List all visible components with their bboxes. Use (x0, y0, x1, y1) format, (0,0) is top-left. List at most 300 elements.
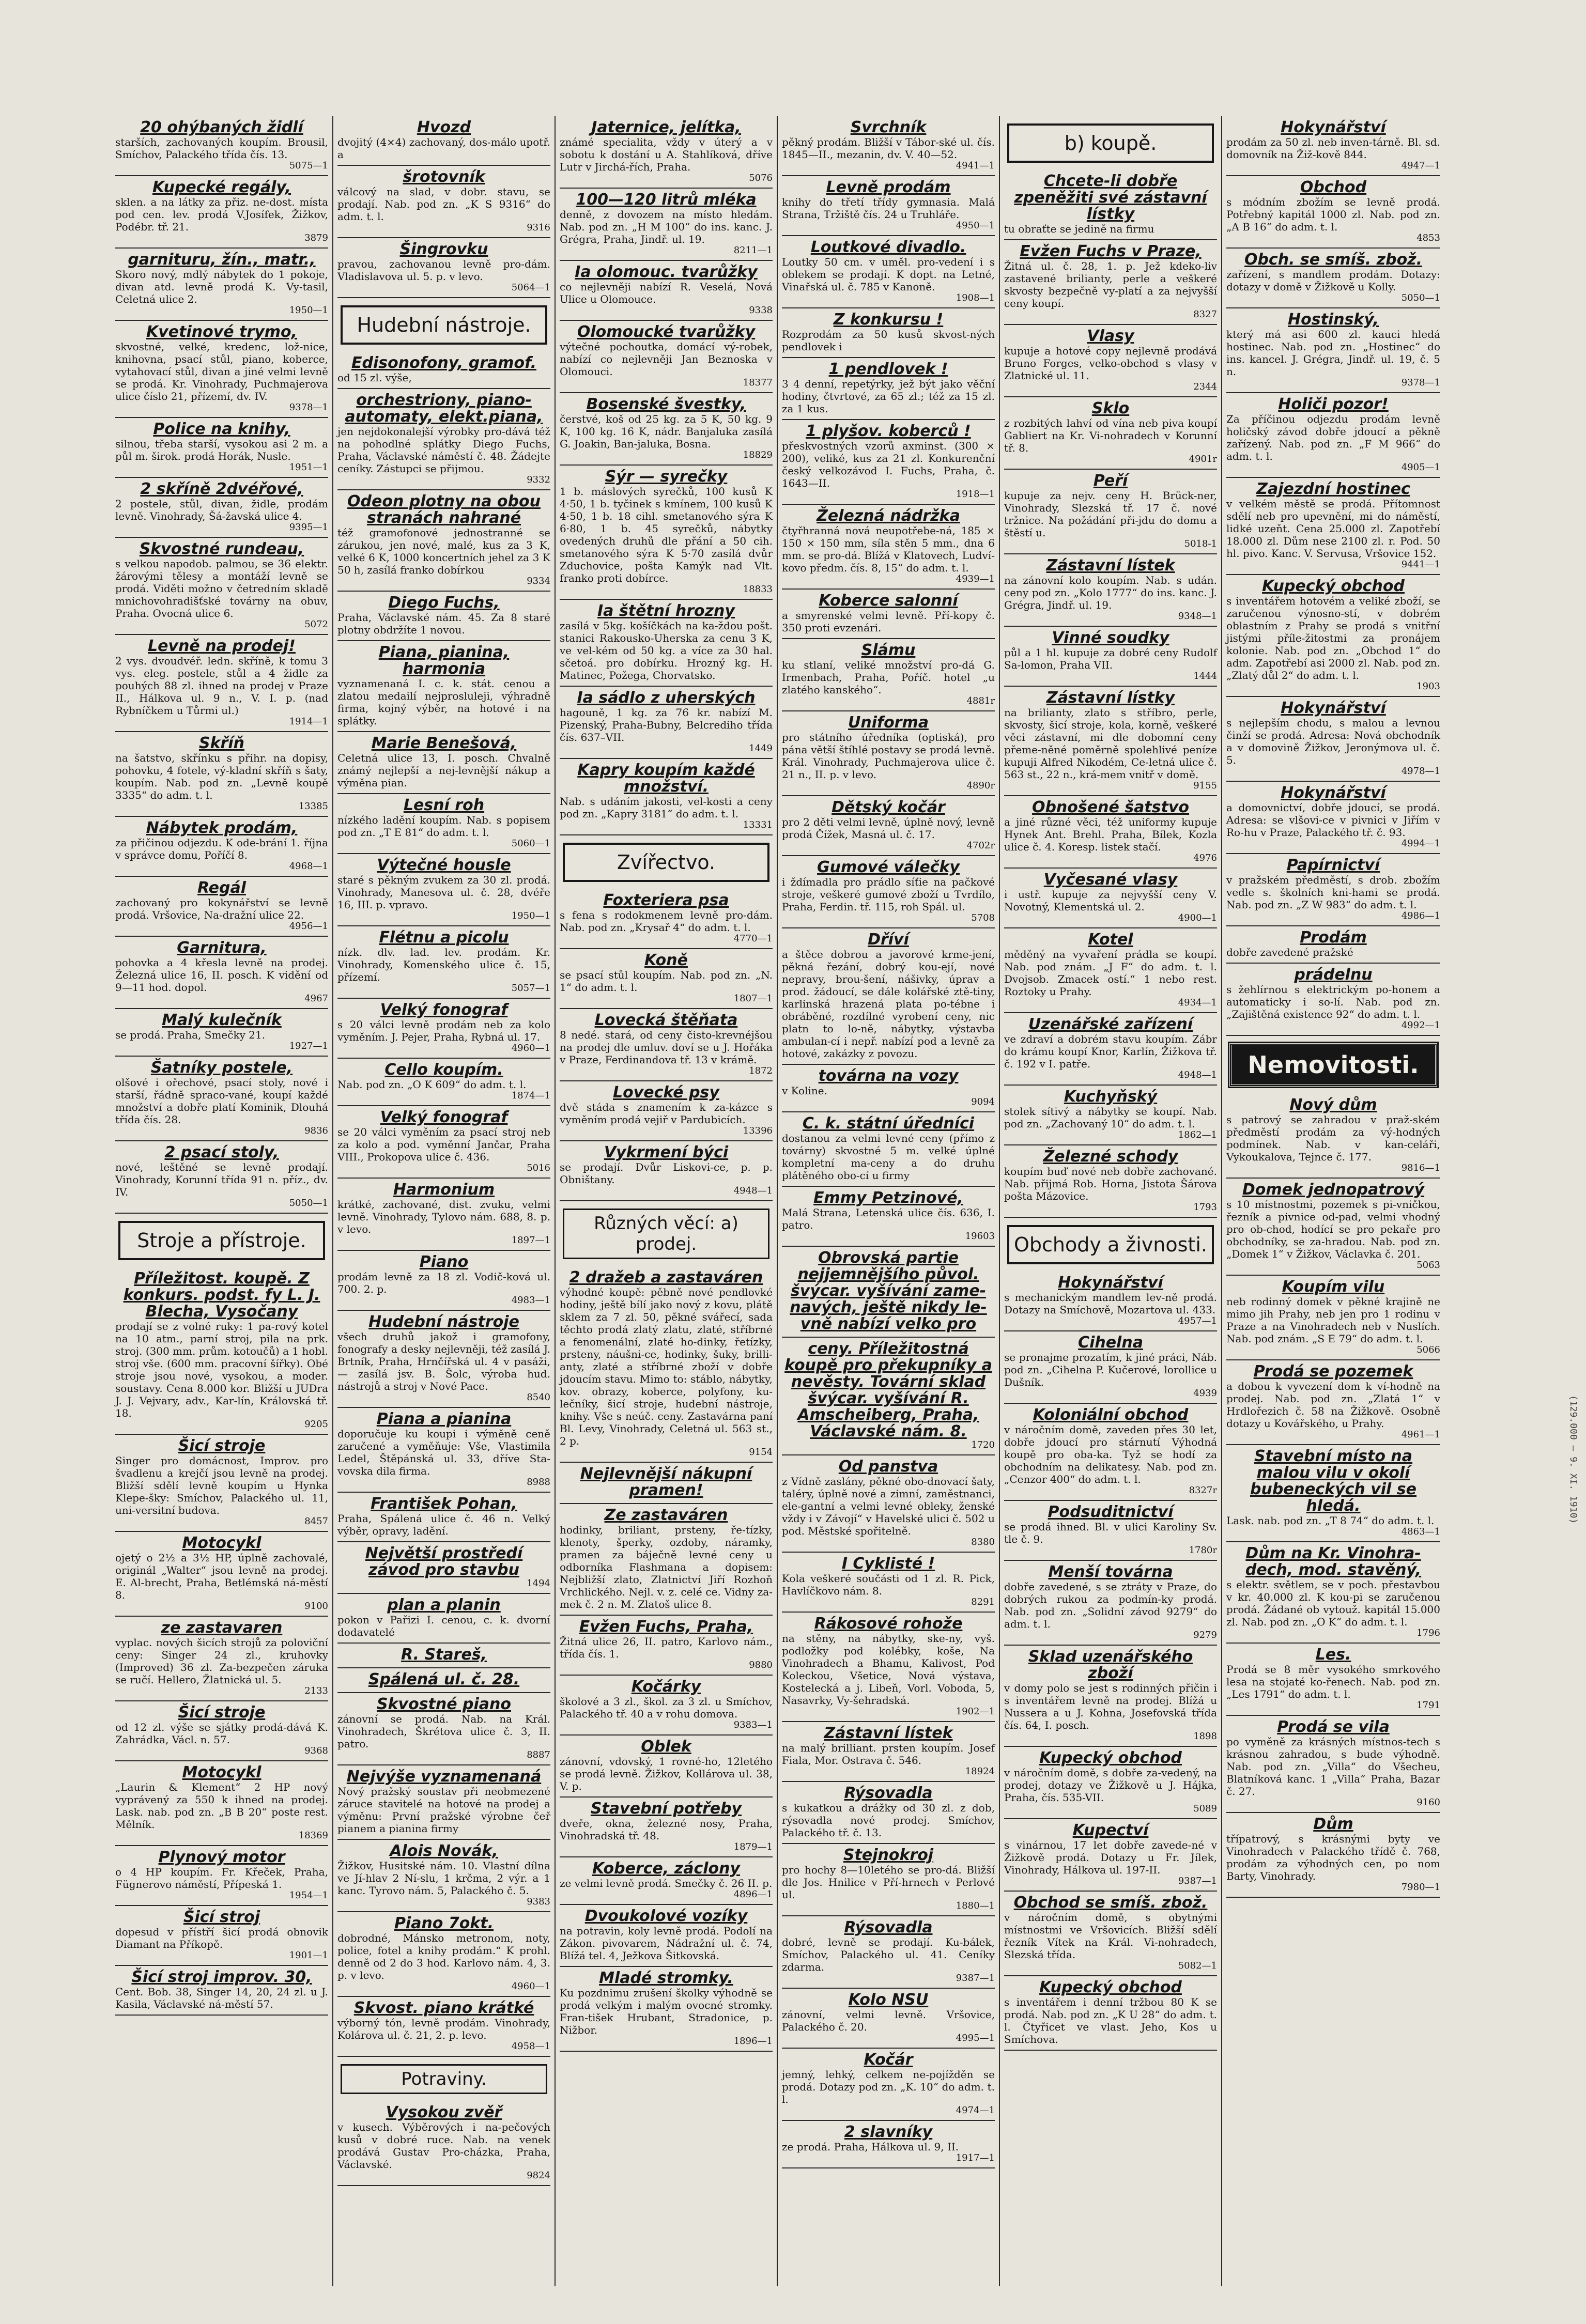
ad-body: dopesud v přístří šicí prodá obnovik Diamant na Příkopě. (115, 1926, 328, 1950)
ad-reference-number: 1901—1 (289, 1950, 328, 1961)
classified-ad (115, 1057, 328, 1141)
classified-ad (560, 1736, 773, 1798)
ad-heading: Garnitura, (177, 939, 267, 957)
ad-body: a domovnictví, dobře jdoucí, se prodá. Adresa: se vlšovi-ce v pivnici v Jiřím v Ro-hu v Praze, Palackého tř. č. 93. (1226, 801, 1440, 839)
ad-reference-number: 1444 (1193, 671, 1217, 681)
classified-ad (1004, 1331, 1217, 1404)
ad-body: dobře zavedené, s se ztráty v Praze, do dobrých rukou za podmín-ky prodá. Nab. pod zn. „Solidní závod 9279“ do adm. t. l. (1004, 1581, 1217, 1630)
ad-heading: šrotovník (403, 168, 485, 186)
ad-heading: Lovecká štěňata (594, 1011, 738, 1029)
ad-heading: Zástavní lístek (824, 1724, 953, 1742)
classified-ad (1226, 478, 1440, 575)
ad-heading: Vinné soudky (1052, 629, 1169, 647)
classified-ad (337, 490, 550, 592)
ad-body: Žitná ulice 26, II. patro, Karlovo nám., třída čís. 1. (560, 1635, 773, 1660)
ad-heading: Příležitost. koupě. Z konkurs. podst. fy L. J. Blecha, Vysočany (123, 1269, 320, 1321)
ad-body: staré s pěkným zvukem za 30 zl. prodá. Vinohrady, Manesova ul. č. 28, dvéře 16, III. p. vpravo. (337, 874, 550, 911)
classified-ad (782, 505, 995, 590)
ad-heading: Velký fonograf (380, 1108, 508, 1126)
ad-heading: 2 slavníky (844, 2123, 933, 2141)
ad-heading: Hudební nástroje (368, 1313, 519, 1331)
classified-ad (560, 261, 773, 321)
ad-heading: Kupecké regály, (152, 178, 291, 196)
ad-body: dveře, okna, železné nosy, Praha, Vinohradská tř. 48. (560, 1817, 773, 1842)
ad-body: s kukatkou a drážky od 30 zl. z dob, rýsovadla nové prodej. Smíchov, Palackého tř. č. 13. (782, 1802, 995, 1839)
classified-ad (782, 711, 995, 796)
ad-body: Lask. nab. pod zn. „T 8 74“ do adm. t. l. (1226, 1514, 1435, 1527)
ad-reference-number: 1950—1 (511, 910, 550, 921)
ad-heading: Koloniální obchod (1033, 1406, 1189, 1424)
ad-heading: Koupím vilu (1282, 1278, 1385, 1296)
classified-ad (560, 687, 773, 759)
classified-ad (115, 1966, 328, 2016)
ad-heading: Bosenské švestky, (586, 395, 746, 413)
classified-ad (1226, 176, 1440, 249)
classified-ad (1226, 1644, 1440, 1716)
ad-reference-number: 5016 (527, 1163, 550, 1173)
ad-heading: Foxteriera psa (603, 891, 729, 909)
ad-heading: Největší prostředí závod pro stavbu (365, 1544, 523, 1579)
ad-heading: Prodám (1300, 928, 1367, 947)
classified-ad (337, 1644, 550, 1668)
classified-ad (1004, 1501, 1217, 1561)
ad-body: Nab. pod zn. „O K 609“ do adm. t. l. (337, 1078, 527, 1091)
classified-ad (1004, 1404, 1217, 1501)
ad-reference-number: 4948—1 (733, 1185, 773, 1196)
classified-ad (1226, 926, 1440, 964)
ad-heading: Hostinský, (1288, 311, 1379, 329)
ad-body: od 12 zl. výše se sjátky prodá-dává K. Zahrádka, Václ. n. 57. (115, 1721, 328, 1746)
ad-heading: Šicí stroj improv. 30, (131, 1968, 312, 1986)
ad-reference-number: 9378—1 (289, 402, 328, 413)
ad-body: dvě stáda s znamením k za-kázce s vyměním prodá vejiř v Pardubicích. (560, 1101, 773, 1126)
ad-reference-number: 1874—1 (511, 1090, 550, 1101)
classified-ad (560, 1676, 773, 1736)
ad-heading: Dům (1313, 1815, 1353, 1833)
ad-reference-number: 18924 (965, 1766, 995, 1777)
classified-ad (782, 116, 995, 176)
ad-reference-number: 9383—1 (733, 1719, 773, 1730)
ad-body: v náročním domě, s obytnými místnostmi ve Vršovicích. Bližší sdělí řezník Vítek na Král. Vi-nohradech, Slezská třída. (1004, 1911, 1217, 1961)
ad-heading: Obchod se smíš. zbož. (1013, 1894, 1208, 1912)
classified-ad (782, 1187, 995, 1247)
ad-reference-number: 4961—1 (1401, 1429, 1440, 1440)
classified-ad (782, 1722, 995, 1782)
classified-ad (115, 635, 328, 732)
ad-body: 2 vys. dvoudvéř. ledn. skříně, k tomu 3 vys. eleg. postele, stůl a 4 židle za pouhých 88 zl. ihned na prodej v Praze II., Hálkova ul. 9 n., V. I. p. (nad Rybníčkem u Tůrmi ul.) (115, 655, 328, 717)
ad-reference-number: 1862—1 (1178, 1129, 1217, 1140)
ad-reference-number: 5076 (749, 173, 773, 183)
ad-body: ze velmi levně prodá. Smečky č. 26 II. p. (560, 1877, 773, 1889)
ad-heading: Koně (644, 951, 688, 969)
classified-ad (1004, 1646, 1217, 1747)
ad-reference-number: 4905—1 (1401, 462, 1440, 473)
classified-ad (782, 420, 995, 505)
ad-body: se psací stůl koupím. Nab. pod zn. „N. 1“ do adm. t. l. (560, 969, 773, 994)
ad-body: Kola veškeré součásti od 1 zl. R. Pick, Havlíčkovo nám. 8. (782, 1572, 995, 1597)
column-1 (111, 116, 333, 2286)
ad-reference-number: 4967 (304, 993, 328, 1004)
ad-reference-number: 9378—1 (1401, 377, 1440, 388)
ad-body: výhodné koupě: pěbně nové pendlovké hodiny, ještě bílí jako nový z kovu, plátě sklem za 7 zl. 50, pěkné svářecí, sada těchto prodá zlatý zlatu, zlaté, stříbrné a fenomenální, zlaté ho-dinky, řetízky, prsteny, náušni-ce, hodinky, šuky, brilli-anty, zlaté a stříbrné zboží v dobře jdoucím stavu. Mimo to: stáblo, nábytky, kov. obrazy, koberce, polyfony, ku-lečníky, šicí stroje, hudební nástroje, knihy. Vše s neúč. ceny. Zastavárna paní Bl. Levy, Vinohrady, Celetná ul. 563 st., 2 p. (560, 1286, 773, 1447)
ad-reference-number: 9836 (304, 1125, 328, 1136)
ad-heading: Domek jednopatrový (1242, 1181, 1425, 1199)
ad-heading: 2 dražeb a zastaváren (569, 1268, 763, 1287)
ad-reference-number: 18377 (743, 377, 773, 388)
classified-ad (115, 1617, 328, 1701)
ad-body: zařízení, s mandlem prodám. Dotazy: dotazy v domě v Žižkově u Kolly. (1226, 268, 1440, 293)
ad-heading: Holiči pozor! (1278, 395, 1389, 413)
classified-ad (782, 1338, 995, 1455)
ad-body: půl a 1 hl. kupuje za dobré ceny Rudolf Sa-lomon, Praha VII. (1004, 646, 1217, 671)
ad-body: se prodá ihned. Bl. v ulici Karoliny Sv. tle č. 9. (1004, 1521, 1217, 1545)
ad-reference-number: 4968—1 (289, 861, 328, 872)
ad-heading: Obchod (1300, 178, 1367, 196)
classified-ad (337, 1693, 550, 1765)
classified-ad (1004, 627, 1217, 687)
ad-body: nízk. dlv. lad. lev. prodám. Kr. Vinohrady, Komenského ulice č. 15, přízemí. (337, 946, 550, 983)
classified-ad (782, 928, 995, 1065)
ad-reference-number: 8380 (971, 1537, 995, 1547)
ad-reference-number: 9205 (304, 1419, 328, 1430)
classified-ad (782, 236, 995, 308)
classified-ad (337, 352, 550, 389)
ad-body: silnou, třeba starší, vysokou asi 2 m. a půl m. širok. prodá Horák, Nusle. (115, 438, 328, 462)
ad-reference-number: 9441—1 (1401, 559, 1440, 570)
ad-reference-number: 9334 (527, 576, 550, 586)
ad-body: ojetý o 2½ a 3½ HP, úplně zachovalé, originál „Walter“ jsou levně na prodej. E. Al-brecht, Praha, Betlémská ná-městí 8. (115, 1552, 328, 1601)
classified-ad (1004, 1086, 1217, 1145)
ad-heading: Prodá se pozemek (1253, 1362, 1413, 1381)
ad-heading: Cello koupím. (384, 1061, 503, 1079)
ad-body: čtyřhranná nová neupotřebe-ná, 185 × 150 × 150 mm, síla stěn 5 mm., dna 6 mm. se pro-dá. Blížá v Klatovech, Ludví-kovo předm. čís. 8, 15“ do adm. t. l. (782, 524, 995, 574)
ad-reference-number: 8540 (527, 1392, 550, 1403)
ad-reference-number: 4702r (966, 840, 995, 851)
ad-heading: Kupecký obchod (1262, 577, 1405, 595)
ad-reference-number: 4939—1 (956, 574, 995, 584)
ad-body: nové, leštěné se levně prodají. Vinohrady, Korunní třída 91 n. příz., dv. IV. (115, 1161, 328, 1198)
ad-heading: Nejvýše vyznamenaná (346, 1768, 542, 1786)
ad-body: 8 nedé. stará, od ceny čisto-krevnéjšou na prodej dle umluv. doví se u J. Hořáka v Praze, Ferdinandova tř. 13 v krámě. (560, 1029, 773, 1066)
ad-body: Nab. s udáním jakosti, vel-kosti a ceny pod zn. „Kapry 3181“ do adm. t. l. (560, 795, 773, 820)
ad-heading: Kupectví (1072, 1821, 1149, 1839)
ad-reference-number: 1807—1 (733, 993, 773, 1004)
ad-body: který má asi 600 zl. kauci hledá hostinec. Nab. pod zn. „Hostinec“ do ins. kancel. J. Grégra, Jindř. ul. 19, č. 5 n. (1226, 328, 1440, 378)
ad-reference-number: 7980—1 (1401, 1882, 1440, 1893)
classified-ad (1004, 928, 1217, 1013)
ad-reference-number: 4974—1 (956, 2105, 995, 2116)
classified-ad (1004, 1976, 1217, 2051)
ad-body: zánovní, vdovský, 1 rovné-ho, 12letého se prodá levně. Žižkov, Kollárova ul. 38, V. p. (560, 1755, 773, 1792)
ad-body: pravou, zachovanou levně pro-dám. Vladislavova ul. 5. p. v levo. (337, 258, 550, 283)
ad-heading: Evžen Fuchs v Praze, (1020, 242, 1202, 260)
classified-ad (782, 1553, 995, 1613)
ad-body: školové a 3 zl., škol. za 3 zl. u Smíchov, Palackého tř. 40 a v rohu domova. (560, 1695, 773, 1720)
ad-heading: Vykrmení býci (604, 1143, 729, 1161)
classified-ad (1004, 1819, 1217, 1892)
ad-reference-number: 9368 (304, 1745, 328, 1756)
classified-ad (560, 1081, 773, 1141)
classified-ad (337, 732, 550, 794)
ad-heading: Marie Benešová, (371, 734, 517, 752)
ad-heading: Šatníky postele, (150, 1059, 293, 1077)
ad-heading: Hokynářství (1281, 118, 1386, 136)
ad-heading: Hvozd (417, 118, 471, 136)
ad-heading: Regál (197, 879, 246, 897)
ad-body: neb rodinný domek v pěkné krajině ne mimo jih Prahy, neb jen pro 1 rodinu v Praze a na Vinohradech neb v Nuslích. Nab. pod znám. „S E 79“ do adm. t. l. (1226, 1295, 1440, 1345)
ad-heading: Motocykl (182, 1534, 261, 1552)
classified-ad (337, 2101, 550, 2186)
ad-body: v kusech. Výběrových i na-pečových kusů v dobré ruce. Nab. na venek prodává Gustav Pro-cházka, Praha, Václavské. (337, 2121, 550, 2171)
ad-heading: Dětský kočár (832, 798, 945, 816)
classified-ad (115, 538, 328, 635)
ad-heading: František Pohan, (371, 1495, 517, 1513)
ad-reference-number: 9348—1 (1178, 611, 1217, 622)
ad-heading: Kuchyňský (1064, 1088, 1158, 1106)
classified-ad (782, 590, 995, 639)
classified-ad (337, 238, 550, 298)
ad-body: a smyrenské velmi levně. Pří-kopy č. 350 proti evzenári. (782, 609, 995, 634)
ad-heading: Železná nádržka (817, 507, 960, 525)
classified-ad (1004, 240, 1217, 325)
ad-heading: Kupecký obchod (1039, 1978, 1182, 1996)
ad-heading: orchestriony, piano-automaty, elekt.piana, (345, 391, 543, 426)
classified-ad (115, 1267, 328, 1435)
ad-body: Praha, Václavské nám. 45. Za 8 staré plotny obdržíte 1 novou. (337, 611, 550, 636)
ad-reference-number: 4950—1 (956, 220, 995, 231)
ad-heading: Flétnu a picolu (379, 928, 509, 947)
ad-body: s 20 válci levně prodám neb za kolo vyměním. J. Pejer, Praha, Rybná ul. 17. (337, 1018, 550, 1043)
classified-ad (115, 418, 328, 478)
ad-reference-number: 1927—1 (289, 1041, 328, 1051)
ad-reference-number: 8291 (971, 1597, 995, 1607)
ad-reference-number: 8327 (1193, 309, 1217, 320)
ad-heading: Hokynářství (1058, 1274, 1163, 1292)
classified-ad (115, 1761, 328, 1846)
ad-heading: 20 ohýbaných židlí (140, 118, 303, 136)
ad-body: prodám za 50 zl. neb inven-tárně. Bl. sd. domovník na Žiž-kově 844. (1226, 136, 1440, 161)
ad-reference-number: 8887 (527, 1749, 550, 1760)
ad-reference-number: 4976 (1193, 853, 1217, 863)
classified-ad (115, 478, 328, 538)
ad-body: v náročním domě, s dobře za-vedený, na prodej, dotazy ve Žižkově u J. Hájka, Praha, čís. 535-VII. (1004, 1767, 1217, 1804)
classified-ad (782, 796, 995, 856)
classified-ad (560, 466, 773, 600)
classified-ad (560, 1967, 773, 2052)
section-heading: Zvířectvo. (563, 843, 769, 882)
ad-body: prodají se z volné ruky: 1 pa-rový kotel na 10 atm., parní stroj, pila na prk. stroj. (300 mm. prům. kotoučů) a 1 hobl. stroj vše. (600 mm. pracovní šířky). Obé stroje jsou nové, vysokou, a moder. soustavy. Cena 8.000 kor. Bližší u JUDra J. J. Vejvary, adv., Kar-lín, Královská tř. 18. (115, 1320, 328, 1419)
ad-heading: Stavební místo na malou vilu v okolí bubeneckých vil se hledá. (1250, 1447, 1416, 1515)
ad-reference-number: 2344 (1193, 381, 1217, 392)
classified-ad (782, 1065, 995, 1112)
ad-reference-number: 5018-1 (1184, 538, 1217, 549)
ad-reference-number: 1918—1 (956, 489, 995, 500)
ad-heading: 2 psací stoly, (164, 1143, 279, 1161)
ad-heading: Dříví (868, 931, 909, 949)
ad-body: denně, z dovozem na místo hledám. Nab. pod zn. „H M 100“ do ins. kanc. J. Grégra, Praha, Jindř. ul. 19. (560, 208, 773, 245)
classified-ad (115, 1846, 328, 1906)
ad-body: v velkém městě se prodá. Přítomnost sdělí neb pro upevnění, mi do náměstí, lidké uzeňt. Cena 25.000 zl. Zapotřebí 18.000 zl. Dům nese 2100 zl. r. Pod. 50 hl. pivo. Kanc. V. Servusa, Vršovice 152. (1226, 498, 1440, 560)
margin-note: (129.000 — 9. XI. 1910) (1568, 1395, 1579, 1524)
ad-heading: Uzenářské zařízení (1028, 1015, 1193, 1033)
ad-heading: Nábytek prodám, (146, 819, 298, 837)
ad-reference-number: 5072 (304, 619, 328, 630)
ad-heading: Piana, pianina, harmonia (378, 643, 510, 678)
ad-reference-number: 4941—1 (956, 160, 995, 171)
ad-body: v domy polo se jest s rodinných přičin i s inventářem levně na prodej. Blížá u Nussera a u J. Kohna, Josefovská třída čís. 64, I. posch. (1004, 1682, 1217, 1731)
ad-reference-number: 4957—1 (1178, 1315, 1217, 1326)
ad-reference-number: 4978—1 (1401, 766, 1440, 777)
ad-heading: Emmy Petzinové, (813, 1189, 963, 1207)
ad-heading: Šicí stroj (183, 1908, 260, 1926)
ad-heading: Zajezdní hostinec (1256, 480, 1410, 498)
classified-ad (115, 1009, 328, 1057)
classified-ad (782, 358, 995, 420)
ad-heading: Kotel (1088, 931, 1133, 949)
ad-body: 1 b. máslových syrečků, 100 kusů K 4·50, 1 b. tyčinek s kmínem, 100 kusů K 4·50, 1 b. 18 cihl. smetanového sýra K 6·80, 1 b. 45 syrečků, nábytky ovedených druhů dle přání a 50 cih. smetanového sýra K 5·70 zasílá dvůr Zduchovice, pošta Kamýk nad Vlt. franko proti dobírce. (560, 485, 773, 584)
ad-body: zasílá v 5kg. košíčkách na ka-ždou pošt. stanici Rakousko-Uherska za cenu 3 K, ve vel-kém od 50 kg. a více za 30 hal. sčetoá. pro dobírku. Hrozný kg. H. Matinec, Požega, Chorvatsko. (560, 619, 773, 681)
classified-ad (1226, 249, 1440, 308)
ad-body: na zánovní kolo koupím. Nab. s udán. ceny pod zn. „Kolo 1777“ do ins. kanc. J. Grégra, Jindř. ul. 19. (1004, 574, 1217, 611)
column-2 (333, 116, 556, 2286)
ad-reference-number: 9880 (749, 1660, 773, 1670)
ad-reference-number: 1954—1 (289, 1890, 328, 1901)
ad-body: hodinky, briliant, prsteny, ře-tízky, klenoty, šperky, ozdoby, náramky, pramen za báječně levné ceny u odborníka Flashmana a dopisem: Nejbližší zlato, Zlatnictví Jiří Rozhoň Vrchlického. Nejl. v. z. celé ce. Vidny za-mek č. 2 n. M. Zlatoš ulice 8. (560, 1524, 773, 1610)
ad-reference-number: 13331 (743, 819, 773, 830)
ad-body: pro hochy 8—10letého se pro-dá. Bližší dle Jos. Hnilice v Pří-hrnech v Perlové ul. (782, 1864, 995, 1901)
ad-heading: Piano (419, 1253, 469, 1271)
ad-reference-number: 1879—1 (733, 1841, 773, 1852)
ad-reference-number: 8327r (1189, 1485, 1217, 1496)
ad-heading: Uniforma (848, 714, 929, 732)
ad-reference-number: 1494 (527, 1578, 550, 1589)
classified-ad (1004, 1561, 1217, 1646)
classified-ad (115, 1532, 328, 1617)
classified-ad (560, 1798, 773, 1857)
ad-reference-number: 4960—1 (511, 1981, 550, 1992)
ad-body: též gramofonové jednostranné se zárukou, jen nové, malé, kus za 3 K, velké 6 K, 1000 koncertních jehel za 3 K 50 h, zasílá franko dobírkou (337, 526, 550, 576)
ad-reference-number: 9387—1 (1178, 1876, 1217, 1886)
ad-reference-number: 1793 (1193, 1202, 1217, 1213)
ad-heading: Šicí stroje (178, 1437, 266, 1455)
classified-ad (337, 116, 550, 166)
ad-reference-number: 9816—1 (1401, 1163, 1440, 1173)
ad-heading: Velký fonograf (380, 1001, 508, 1019)
classified-ad (1226, 964, 1440, 1036)
classified-ad (337, 166, 550, 238)
ad-body: 2 postele, stůl, divan, židle, prodám levně. Vinohrady, Šá-žavská ulice 4. (115, 498, 328, 522)
ad-reference-number: 1720 (971, 1439, 995, 1450)
ad-heading: I Cyklisté ! (841, 1555, 935, 1573)
classified-ad (337, 794, 550, 854)
ad-body: hagouně, 1 kg. za 76 kr. nabízí M. Pizenský, Praha-Bubny, Belcrediho třída čís. 637–VII. (560, 706, 773, 743)
classified-ad (337, 926, 550, 999)
ad-body: třípatrový, s krásnými byty ve Vinohradech v Palackého třídě č. 768, prodám za výhodných cen, po nom Barty, Vinohrady. (1226, 1833, 1440, 1882)
ad-reference-number: 8988 (527, 1477, 550, 1488)
ad-reference-number: 4994—1 (1401, 838, 1440, 849)
ad-body: na potravin, koly levně prodá. Podolí na Zákon. pivovarem, Nádražní ul. č. 74, Blížá tel. 4, Ježkova Šitkovská. (560, 1925, 773, 1962)
ad-heading: Alois Novák, (390, 1842, 498, 1860)
ad-body: 3 4 denní, repetýrky, jež být jako věční hodiny, čtvrtové, za 65 zl.; též za 15 zl. za 1 kus. (782, 378, 995, 415)
ad-heading: Svrchník (850, 118, 927, 136)
ad-body: s elektr. světlem, se v poch. přestavbou v kr. 40.000 zl. K kou-pi se zaručenou prodá. Žádané ob vytouž. kapitál 15.000 zl. Nab. pod zn. „O K“ do adm. t. l. (1226, 1578, 1440, 1628)
ad-heading: Obnošené šatstvo (1031, 798, 1190, 816)
ad-reference-number: 4992—1 (1401, 1020, 1440, 1031)
classified-ad (115, 1906, 328, 1966)
classified-ad (115, 1435, 328, 1532)
ad-heading: Evžen Fuchs, Praha, (579, 1618, 753, 1636)
ad-body: o 4 HP koupím. Fr. Křeček, Praha, Fügnerovo náměstí, Přípeská 1. (115, 1866, 328, 1891)
ad-body: koupím buď nové neb dobře zachované. Nab. přijmá Rob. Horna, Jistota Šárova pošta Mázovice. (1004, 1165, 1217, 1202)
section-heading: Nemovitosti. (1229, 1043, 1437, 1087)
ad-reference-number: 4956—1 (289, 921, 328, 932)
classified-ad (1226, 1276, 1440, 1360)
ad-reference-number: 4900—1 (1178, 912, 1217, 923)
ad-heading: Piano 7okt. (394, 1914, 494, 1932)
ad-reference-number: 4939 (1193, 1388, 1217, 1399)
ad-heading: Šingrovku (399, 240, 488, 258)
ad-heading: Loutkové divadlo. (810, 238, 966, 256)
section-heading: Stroje a přístroje. (118, 1221, 325, 1260)
ad-body: s inventářem hotovém a veliké zboží, se zaručenou výnosno-stí, v dobrém oblastním z Prahy se prodá s vnitřní jistými příle-žitostmi za pronájem kolonie. Nab. pod zn. „Obchod 1“ do adm. Zapotřebí asi 2000 zl. Nab. pod zn. „Zlatý důl 2“ do adm. t. l. (1226, 595, 1440, 681)
column-5 (1000, 116, 1222, 2286)
ad-reference-number: 4881r (966, 695, 995, 706)
classified-ad (560, 949, 773, 1009)
ad-heading: Papírnictví (1286, 856, 1380, 874)
ad-body: v Koline. (782, 1084, 827, 1097)
ad-body: s fena s rodokmenem levně pro-dám. Nab. pod zn. „Krysař 4“ do adm. t. l. (560, 909, 773, 934)
ad-reference-number: 1896—1 (733, 2036, 773, 2047)
classified-columns (111, 116, 1444, 2286)
classified-ad (337, 1493, 550, 1542)
ad-reference-number: 1872 (749, 1065, 773, 1076)
ad-heading: ze zastavaren (161, 1619, 283, 1637)
ad-reference-number: 9338 (749, 305, 773, 316)
ad-heading: Lesní roh (403, 796, 485, 814)
ad-body: se 20 válci vyměním za psací stroj neb za kolo a pod. vyměnní Jančar, Praha VIII., Prokopova ulice č. 436. (337, 1126, 550, 1163)
ad-body: dobrodné, Mánsko metronom, noty, police, fotel a knihy prodám.“ K prohl. denně od 2 do 3 hod. Karlovo nám. 4, 3. p. v levo. (337, 1932, 550, 1981)
ad-reference-number: 5057—1 (511, 983, 550, 994)
column-3 (556, 116, 778, 2286)
ad-body: Malá Strana, Letenská ulice čís. 636, I. patro. (782, 1206, 995, 1231)
ad-reference-number: 1880—1 (956, 1900, 995, 1911)
ad-reference-number: 4890r (966, 780, 995, 791)
ad-body: zánovní, velmi levně. Vršovice, Palackého č. 20. (782, 2008, 995, 2033)
classified-ad (337, 1179, 550, 1251)
ad-heading: Od panstva (838, 1458, 938, 1476)
classified-ad (782, 2121, 995, 2168)
ad-reference-number: 13385 (298, 801, 328, 812)
ad-heading: Levně na prodej! (148, 637, 296, 655)
ad-body: Ku pozdnimu zrušení školky výhodně se prodá velkým i malým ovocné stromky. Fran-tišek Hrubant, Stradonice, p. Nižbor. (560, 1987, 773, 2036)
classified-ad (1004, 796, 1217, 869)
ad-heading: Harmonium (393, 1181, 495, 1199)
ad-heading: Ze zastaváren (604, 1506, 728, 1524)
classified-ad (560, 321, 773, 393)
ad-reference-number: 19603 (965, 1231, 995, 1242)
ad-heading: Obch. se smíš. zbož. (1244, 251, 1423, 269)
ad-body: sklen. a na látky za přiz. ne-dost. místa pod cen. lev. prodá V.Josífek, Žižkov, Podébr. tř. 21. (115, 196, 328, 233)
ad-heading: Kapry koupím každé množství. (577, 761, 755, 796)
ad-heading: Kolo NSU (848, 1991, 929, 2009)
classified-ad (1004, 397, 1217, 470)
ad-body: Nový pražský soustav při neobmezené záruce stavitelé na hotové na prodej a výměnu: První pražské výrobne čeř pianem a pianina firmy (337, 1785, 550, 1835)
ad-heading: Skříň (199, 734, 244, 752)
ad-body: s mechanickým mandlem lev-ně prodá. Dotazy na Smíchově, Mozartova ul. 433. (1004, 1291, 1217, 1316)
ad-reference-number: 5063 (1416, 1260, 1440, 1271)
ad-heading: Plynový motor (158, 1848, 285, 1866)
ad-body: s 10 místnostmi, pozemek s pi-vničkou, řezník a pivnice od-pad, velmi vhodný pro ob-chod, hodící se pro pekaře pro obchodníky, se za-hradou. Nab. pod zn. „Domek 1“ v Žižkov, Václavka č. 201. (1226, 1198, 1440, 1260)
